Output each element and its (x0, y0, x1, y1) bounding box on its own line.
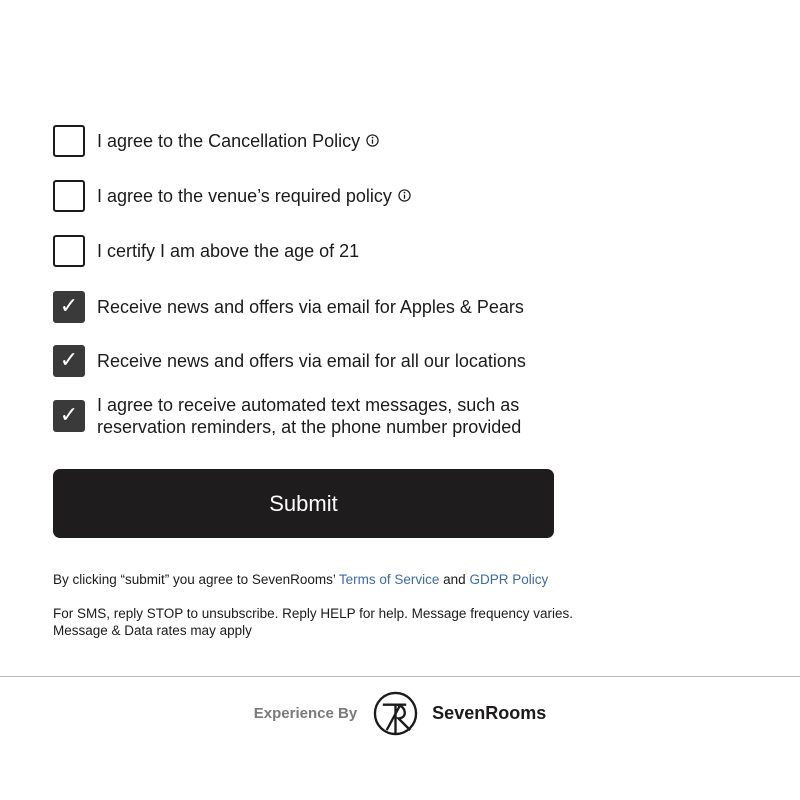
cancellation-policy-checkbox[interactable] (53, 125, 85, 157)
check-mark: ✓ (59, 294, 79, 319)
venue-email-optin-row (53, 291, 524, 323)
sms-optin-label (97, 394, 521, 438)
group-email-optin-checkbox[interactable] (53, 345, 85, 377)
cancellation-policy-label (97, 130, 379, 152)
group-email-optin-row (53, 345, 526, 377)
sms-optin-row (53, 394, 521, 438)
sms-notice-line-1: For SMS, reply STOP to unsubscribe. Reply HELP for help. Message frequency varies. (53, 606, 573, 621)
age-certify-checkbox[interactable] (53, 235, 85, 267)
gdpr-policy-link[interactable]: GDPR Policy (469, 572, 549, 587)
sms-notice-line-2: Message & Data rates may apply (53, 623, 252, 638)
sevenrooms-logo-icon (373, 691, 418, 736)
sms-notice (53, 605, 573, 639)
age-certify-row (53, 235, 359, 267)
venue-email-optin-label: Receive news and offers via email for Apples & Pears (97, 297, 524, 317)
info-icon[interactable] (366, 134, 379, 147)
experience-by-label: Experience By (253, 704, 358, 722)
terms-notice (53, 572, 548, 587)
venue-policy-label (97, 185, 411, 207)
venue-policy-row (53, 180, 411, 212)
venue-policy-text: I agree to the venue’s required policy (97, 186, 392, 206)
submit-button[interactable]: Submit (53, 469, 554, 538)
info-icon[interactable] (398, 189, 411, 202)
venue-policy-checkbox[interactable] (53, 180, 85, 212)
terms-middle: and (439, 572, 470, 587)
age-certify-label: I certify I am above the age of 21 (97, 241, 360, 261)
sms-optin-label-line-1: I agree to receive automated text messages, such as (97, 395, 520, 415)
group-email-optin-label: Receive news and offers via email for all our locations (97, 351, 526, 371)
terms-prefix: By clicking “submit” you agree to SevenRooms’ (53, 572, 339, 587)
check-mark: ✓ (59, 403, 79, 428)
check-mark: ✓ (59, 348, 79, 373)
sms-optin-checkbox[interactable] (53, 400, 85, 432)
footer-divider (0, 676, 800, 677)
cancellation-policy-text: I agree to the Cancellation Policy (97, 131, 361, 151)
sms-optin-label-line-2: reservation reminders, at the phone number provided (97, 417, 522, 437)
terms-of-service-link[interactable]: Terms of Service (338, 572, 440, 587)
cancellation-policy-row (53, 125, 379, 157)
footer (0, 690, 800, 736)
sevenrooms-brand: SevenRooms (432, 702, 547, 723)
venue-email-optin-checkbox[interactable] (53, 291, 85, 323)
